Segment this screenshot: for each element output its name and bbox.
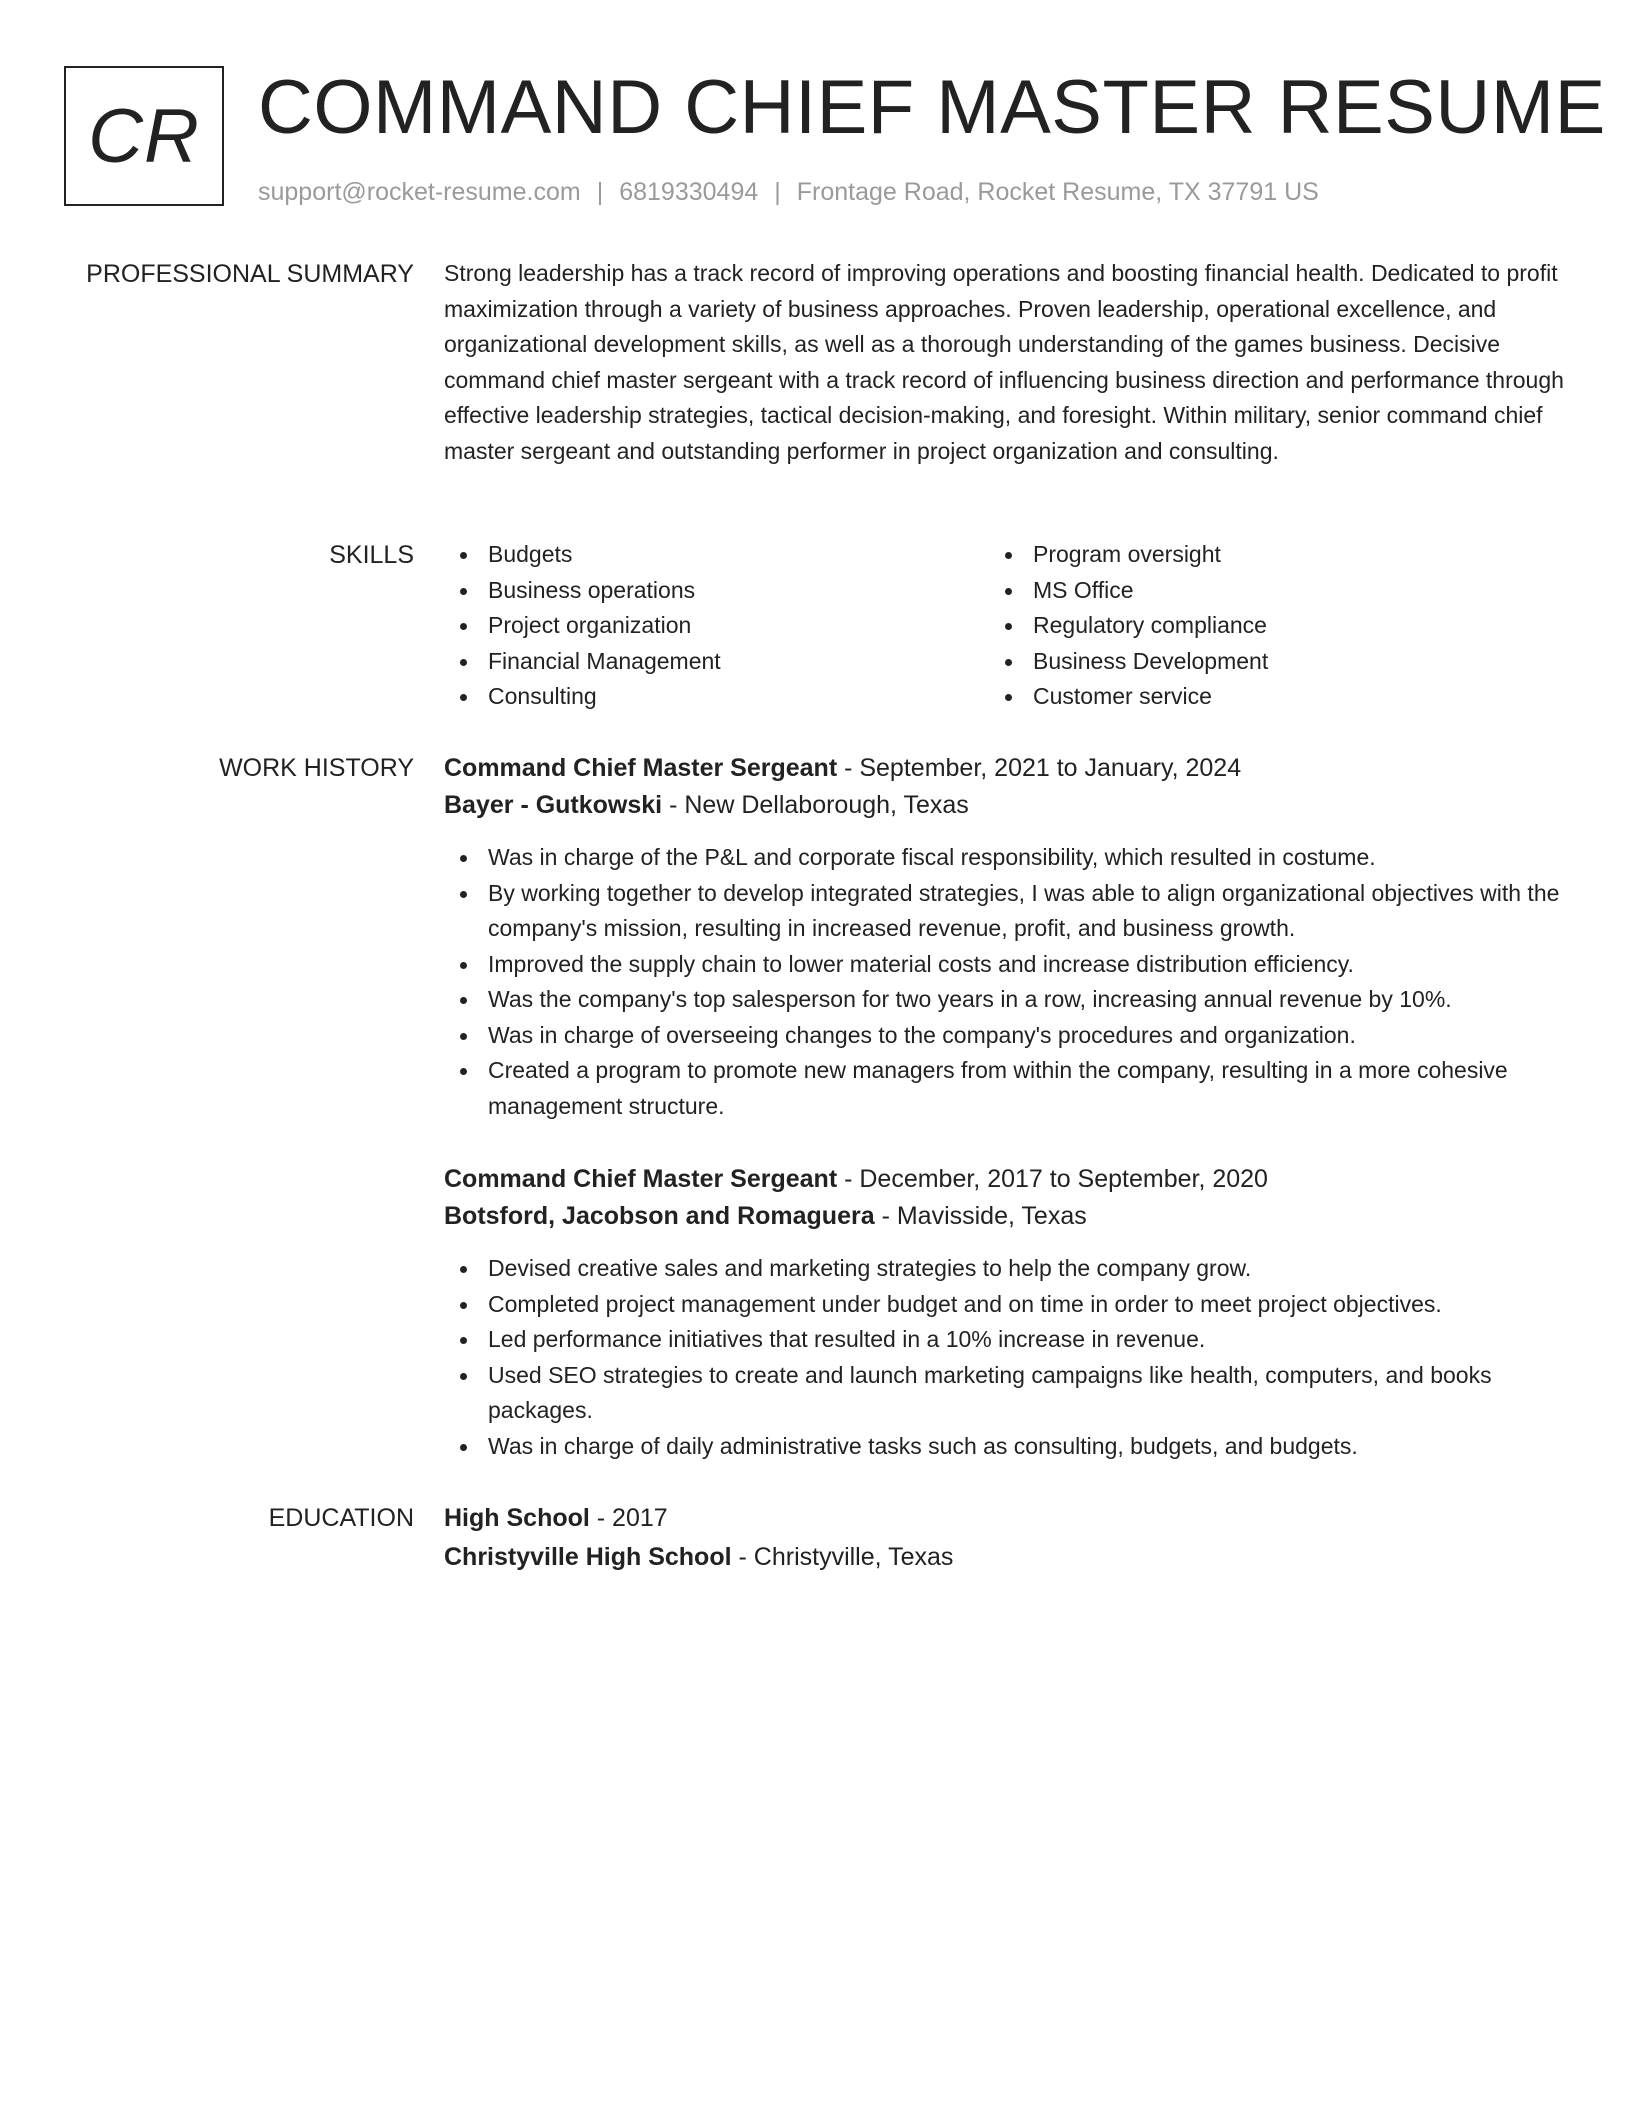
job-bullet: Created a program to promote new managers from within the company, resulting in a more cohesive management structure. [444, 1053, 1568, 1124]
job-title-line [444, 750, 1568, 787]
education-heading: EDUCATION [268, 1504, 414, 1532]
education-school-line [444, 1539, 1568, 1576]
education-location: - Christyville, Texas [731, 1543, 954, 1571]
skill-item: Business operations [444, 573, 989, 609]
education-section [64, 1500, 1568, 1590]
job-bullet: Completed project management under budget and on time in order to meet project objectives. [444, 1287, 1568, 1323]
job-entry [444, 1161, 1568, 1464]
job-bullet: Led performance initiatives that resulted in a 10% increase in revenue. [444, 1322, 1568, 1358]
skills-list-right [989, 537, 1534, 715]
education-school: Christyville High School [444, 1543, 732, 1571]
contact-address: Frontage Road, Rocket Resume, TX 37791 US [796, 178, 1319, 206]
skill-item: Regulatory compliance [989, 608, 1534, 644]
contact-email: support@rocket-resume.com [258, 178, 581, 206]
job-dates: - September, 2021 to January, 2024 [837, 754, 1242, 782]
job-location: - New Dellaborough, Texas [662, 791, 969, 819]
skill-item: Consulting [444, 679, 989, 715]
job-bullet: Was the company's top salesperson for two years in a row, increasing annual revenue by 10%. [444, 982, 1568, 1018]
job-bullet: Used SEO strategies to create and launch marketing campaigns like health, computers, and books packages. [444, 1358, 1568, 1429]
education-body [444, 1500, 1568, 1576]
skills-section [64, 537, 1568, 727]
job-bullet: Devised creative sales and marketing strategies to help the company grow. [444, 1251, 1568, 1287]
job-title-line [444, 1161, 1568, 1198]
skill-item: Financial Management [444, 644, 989, 680]
skill-item: Program oversight [989, 537, 1534, 573]
summary-body [444, 256, 1568, 469]
contact-separator: | [774, 178, 781, 206]
job-bullet: Improved the supply chain to lower material costs and increase distribution efficiency. [444, 947, 1568, 983]
summary-heading: PROFESSIONAL SUMMARY [86, 260, 414, 288]
skill-item: Customer service [989, 679, 1534, 715]
education-degree-line [444, 1500, 1568, 1537]
skill-item: MS Office [989, 573, 1534, 609]
job-dates: - December, 2017 to September, 2020 [837, 1165, 1268, 1193]
job-title: Command Chief Master Sergeant [444, 1165, 838, 1193]
job-company-line [444, 1198, 1568, 1235]
resume-name: COMMAND CHIEF MASTER RESUME [258, 65, 1606, 150]
skill-item: Business Development [989, 644, 1534, 680]
job-location: - Mavisside, Texas [874, 1202, 1087, 1230]
education-year: - 2017 [589, 1504, 668, 1532]
job-entry [444, 750, 1568, 1124]
job-bullet: Was in charge of the P&L and corporate fiscal responsibility, which resulted in costume. [444, 840, 1568, 876]
job-bullet: Was in charge of overseeing changes to the company's procedures and organization. [444, 1018, 1568, 1054]
education-degree: High School [444, 1504, 590, 1532]
skills-body [444, 537, 1568, 715]
contact-line [258, 174, 1319, 210]
work-history-heading: WORK HISTORY [219, 754, 414, 782]
work-history-body [444, 750, 1568, 1470]
summary-text: Strong leadership has a track record of improving operations and boosting financial health. Dedicated to profit maximization through a variety of business approaches. Proven leadership, operational excellence, and organizational development skills, as well as a thorough understanding of the games business. Decisive command chief master sergeant with a track record of influencing business direction and performance through effective leadership strategies, tactical decision-making, and foresight. Within military, senior command chief master sergeant and outstanding performer in project organization and consulting. [444, 260, 1564, 464]
job-bullet: By working together to develop integrated strategies, I was able to align organizational objectives with the company's mission, resulting in increased revenue, profit, and business growth. [444, 876, 1568, 947]
job-bullet: Was in charge of daily administrative tasks such as consulting, budgets, and budgets. [444, 1429, 1568, 1465]
skills-list-left [444, 537, 989, 715]
work-history-section [64, 750, 1568, 1470]
job-company: Botsford, Jacobson and Romaguera [444, 1202, 875, 1230]
job-company-line [444, 787, 1568, 824]
summary-section [64, 256, 1568, 506]
monogram-logo: CR [64, 66, 224, 206]
skill-item: Budgets [444, 537, 989, 573]
job-title: Command Chief Master Sergeant [444, 754, 838, 782]
skill-item: Project organization [444, 608, 989, 644]
job-company: Bayer - Gutkowski [444, 791, 663, 819]
skills-heading: SKILLS [329, 541, 414, 569]
resume-header [64, 65, 1606, 210]
job-bullet-list [444, 840, 1568, 1124]
contact-phone: 6819330494 [619, 178, 759, 206]
contact-separator: | [596, 178, 604, 206]
job-bullet-list [444, 1251, 1568, 1464]
